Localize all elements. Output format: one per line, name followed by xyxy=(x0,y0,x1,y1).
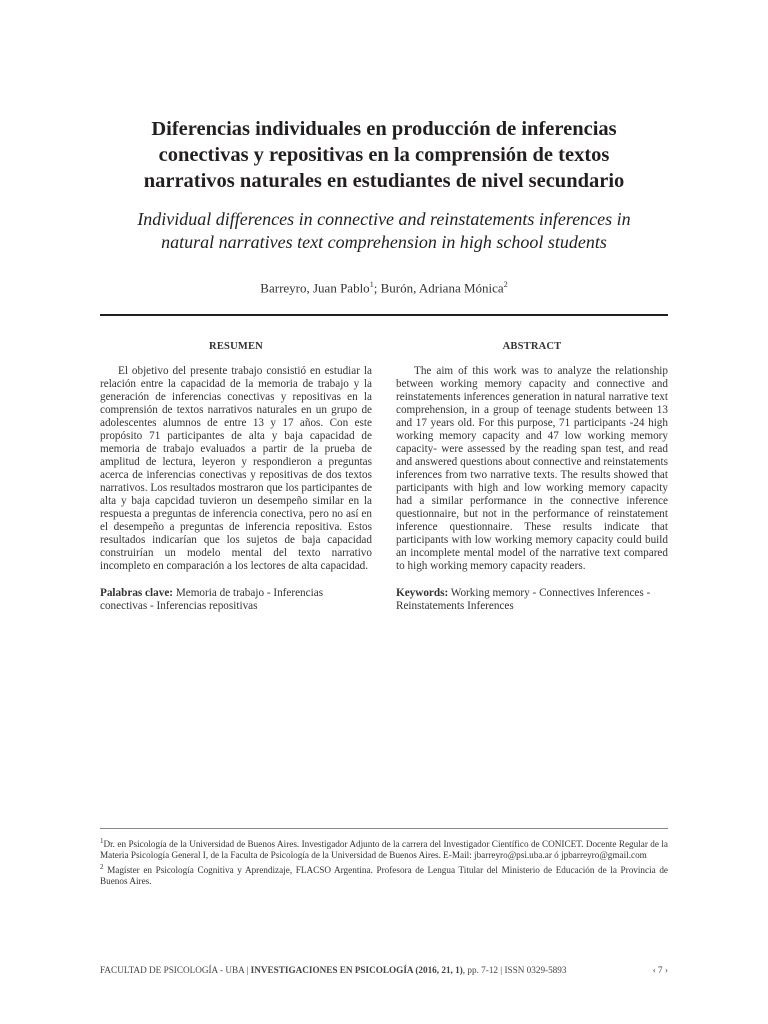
footnote-marker: 1 xyxy=(369,280,374,289)
subtitle-line: Individual differences in connective and reinstatements inferences in xyxy=(137,209,631,229)
header-divider xyxy=(100,314,668,316)
footnote-2 xyxy=(100,862,668,888)
abstract-column xyxy=(396,340,668,613)
footnote-marker: 2 xyxy=(100,862,104,871)
keywords-label: Palabras clave: xyxy=(100,587,174,599)
resumen-keywords xyxy=(100,587,372,613)
keywords-text: Memoria de trabajo - Inferencias conectivas - Inferencias repositivas xyxy=(100,587,324,612)
footnote-text: Dr. en Psicología de la Universidad de Buenos Aires. Investigador Adjunto de la carrera del Investigador Científico de CONICET. Docente Regular de la Materia Psicología General I, de la Faculta de Psicología de la Universidad de Buenos Aires. E-Mail: jbarreyro@psi.uba.ar ó jpbarreyro@gmail.com xyxy=(100,839,668,861)
resumen-body: El objetivo del presente trabajo consistió en estudiar la relación entre la capacidad de la memoria de trabajo y la generación de inferencias conectivas y repositivas en la comprensión de textos narrativos naturales en un grupo de adolescentes alumnos de entre 13 y 17 años. Con este propósito 71 participantes de alta y baja capacidad de memoria de trabajo evaluados a partir de la prueba de amplitud de lectura, leyeron y respondieron a preguntas acerca de inferencias conectivas y repositivas de dos textos narrativos. Los resultados mostraron que los participantes de alta y baja capcidad tuvieron un desempeño similar en la respuesta a preguntas de inferencia conectiva, pero no así en el desempeño a preguntas de inferencia repositiva. Estos resultados indicarían que los sujetos de baja capacidad construirían un modelo mental del texto narrativo incompleto en comparación a los lectores de alta capacidad. xyxy=(100,365,372,572)
page-number: ‹ 7 › xyxy=(652,965,668,975)
footer-faculty: FACULTAD DE PSICOLOGÍA - UBA | xyxy=(100,965,251,975)
footer-journal: INVESTIGACIONES EN PSICOLOGÍA (2016, 21, 1) xyxy=(250,965,463,975)
paper-title xyxy=(60,116,708,194)
footnote-text: Magíster en Psicología Cognitiva y Aprendizaje, FLACSO Argentina. Profesora de Lengua Titular del Ministerio de Educación de la Provincia de Buenos Aires. xyxy=(100,864,668,887)
footnote-1 xyxy=(100,836,668,862)
footnote-marker: 1 xyxy=(100,837,104,845)
author-name: Burón, Adriana Mónica xyxy=(380,280,504,296)
keywords-label: Keywords: xyxy=(396,587,449,599)
abstract-keywords xyxy=(396,587,668,613)
footnotes xyxy=(100,836,668,888)
abstract-body: The aim of this work was to analyze the relationship between working memory capacity and connective and reinstatements inferences generation in natural narrative text comprehension, in a group of teenage students between 13 and 17 years old. For this purpose, 71 participants -24 high working memory capacity and 47 low working memory capacity- were assessed by the reading span test, and read and answered questions about connective and reinstatements inferences from two narrative texts. The results showed that participants with high and low working memory capacity had a similar performance in the connective inference questionnaire, but not in the performance of reinstatement inference questionnaire. These results indicate that participants with low working memory capacity could build an incomplete mental model of the narrative text compared to high working memory capacity readers. xyxy=(396,365,668,572)
title-line: narrativos naturales en estudiantes de nivel secundario xyxy=(143,170,625,192)
subtitle-line: natural narratives text comprehension in high school students xyxy=(161,232,607,252)
footnote-divider xyxy=(100,828,668,829)
abstract-heading: ABSTRACT xyxy=(502,341,562,352)
title-line: conectivas y repositivas en la comprensión de textos xyxy=(158,144,610,166)
resumen-column xyxy=(100,340,372,613)
author-separator: ; xyxy=(373,280,381,296)
footnote-marker: 2 xyxy=(503,280,508,289)
title-line: Diferencias individuales en producción de inferencias xyxy=(151,118,617,140)
english-title xyxy=(60,208,708,254)
page-footer xyxy=(100,964,668,976)
resumen-heading: RESUMEN xyxy=(209,341,263,352)
author-list xyxy=(60,276,708,297)
footer-pages: , pp. 7-12 | ISSN 0329-5893 xyxy=(462,965,567,975)
keywords-text: Working memory - Connectives Inferences - Reinstatements Inferences xyxy=(396,587,651,612)
author-name: Barreyro, Juan Pablo xyxy=(260,280,370,296)
